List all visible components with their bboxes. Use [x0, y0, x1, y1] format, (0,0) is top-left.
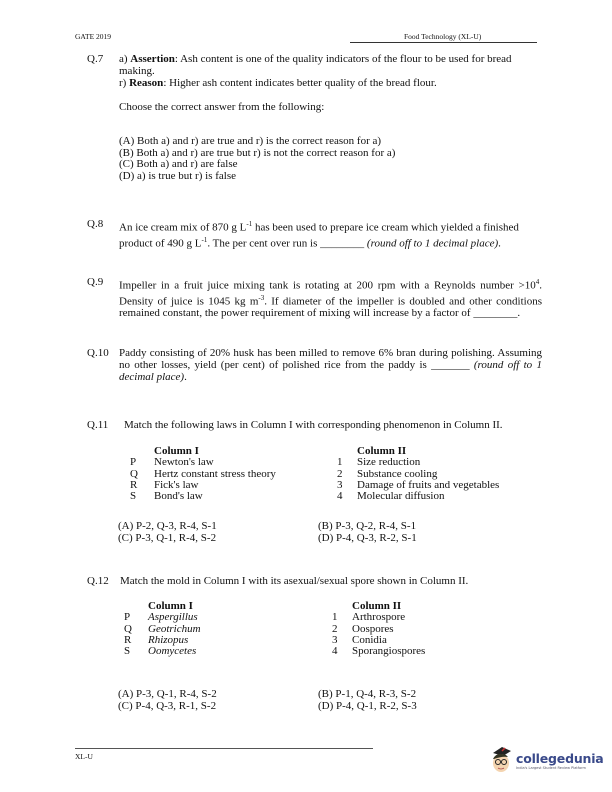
superscript: -3: [258, 293, 265, 302]
question-number: Q.12: [87, 575, 109, 587]
option-b: (B) P-1, Q-4, R-3, S-2: [318, 688, 417, 700]
text-part: Paddy consisting of 20% husk has been milled to remove 6% bran during polishing. Assuming no other losses, yield (per cent) of polished rice from the paddy is _______: [119, 347, 542, 371]
item-label: Q: [124, 622, 132, 635]
option-c: (C) Both a) and r) are false: [119, 158, 238, 170]
option-a: (A) Both a) and r) are true and r) is the correct reason for a): [119, 135, 382, 147]
question-text: Match the following laws in Column I with corresponding phenomenon in Column II.: [124, 419, 503, 431]
column-header: Column II: [352, 600, 402, 612]
question-number: Q.10: [87, 347, 109, 359]
q12-column-2: [332, 601, 425, 657]
column-header: Column I: [148, 600, 193, 612]
q11-column-2: [337, 446, 499, 502]
assertion-prefix: a): [119, 53, 131, 65]
text-part: . If diameter of the impeller is doubled and other conditions remained constant, the power requirement of mixing will increase by a factor of ________.: [119, 295, 542, 320]
item-text: Conidia: [352, 633, 387, 646]
option-a: (A) P-2, Q-3, R-4, S-1: [118, 520, 217, 532]
item-label: Q: [130, 467, 138, 480]
option-c: (C) P-4, Q-3, R-1, S-2: [118, 699, 217, 712]
item-text: Damage of fruits and vegetables: [357, 478, 500, 491]
option-a: (A) P-3, Q-1, R-4, S-2: [118, 688, 217, 700]
item-text: Sporangiospores: [352, 645, 426, 658]
item-text: Fick's law: [154, 478, 199, 491]
option-b: (B) Both a) and r) are true but r) is not the correct reason for a): [119, 146, 396, 159]
option-d: (D) a) is true but r) is false: [119, 169, 236, 182]
item-label: S: [124, 645, 131, 658]
item-text: Newton's law: [154, 456, 214, 469]
superscript: -1: [246, 220, 253, 228]
header-exam-name: GATE 2019: [75, 32, 112, 41]
instruction: Choose the correct answer from the following:: [119, 101, 325, 113]
item-text: Oomycetes: [148, 645, 197, 658]
footer-rule: [75, 748, 373, 749]
mascot-icon: [490, 745, 512, 775]
assertion-label: Assertion: [130, 53, 175, 65]
text-part: . Density of juice is 1045 kg m: [119, 279, 542, 308]
item-label: 2: [332, 622, 338, 635]
item-label: P: [124, 611, 131, 624]
reason-label: Reason: [129, 77, 164, 89]
option-c: (C) P-3, Q-1, R-4, S-2: [118, 531, 217, 544]
q11-options-right: [318, 521, 417, 544]
question-number: Q.9: [87, 276, 104, 288]
question-text: [119, 218, 542, 249]
item-label: 4: [332, 645, 338, 658]
superscript: 4: [535, 278, 540, 286]
text-part: has been used to prepare ice cream which yielded a finished product of 490 g L: [119, 221, 519, 250]
reason: [119, 77, 542, 89]
item-label: R: [124, 633, 132, 646]
superscript: -1: [201, 235, 208, 244]
item-label: 1: [337, 456, 343, 469]
q12-options-right: [318, 689, 417, 712]
column-header: Column II: [357, 445, 407, 457]
collegedunia-logo: [490, 740, 604, 780]
question-number: Q.8: [87, 218, 104, 230]
option-b: (B) P-3, Q-2, R-4, S-1: [318, 520, 417, 532]
item-text: Geotrichum: [148, 622, 201, 635]
option-d: (D) P-4, Q-1, R-2, S-3: [318, 699, 417, 712]
item-label: 3: [337, 478, 343, 491]
item-text: Substance cooling: [357, 467, 438, 480]
item-text: Size reduction: [357, 456, 421, 469]
text-end: .: [498, 237, 501, 250]
brand-tagline: India's Largest Student Review Platform: [516, 765, 586, 770]
header-paper-name: Food Technology (XL-U): [404, 32, 482, 41]
text-end: .: [184, 371, 187, 383]
item-text: Molecular diffusion: [357, 490, 445, 503]
assertion: [119, 53, 542, 77]
q11-column-1: [130, 446, 276, 502]
rounding-note: (round off to 1 decimal place): [119, 359, 542, 383]
item-label: 3: [332, 633, 338, 646]
item-label: 4: [337, 490, 343, 503]
item-text: Arthrospore: [352, 611, 406, 624]
item-text: Bond's law: [154, 490, 203, 503]
column-header: Column I: [154, 445, 199, 457]
question-number: Q.11: [87, 419, 109, 431]
reason-prefix: r): [119, 77, 130, 89]
assertion-text: : Ash content is one of the quality indicators of the flour to be used for bread making.: [119, 53, 512, 77]
footer-paper-code: XL-U: [75, 752, 93, 761]
item-label: P: [130, 456, 137, 469]
q12-column-1: [124, 601, 201, 657]
option-d: (D) P-4, Q-3, R-2, S-1: [318, 531, 417, 544]
question-text: [119, 347, 542, 383]
text-part: Impeller in a fruit juice mixing tank is rotating at 200 rpm with a Reynolds number >10: [119, 279, 536, 292]
options-list: [119, 136, 542, 182]
reason-text: : Higher ash content indicates better quality of the bread flour.: [163, 77, 437, 89]
brand-name: collegedunia: [516, 750, 604, 766]
rounding-note: (round off to 1 decimal place): [366, 237, 499, 250]
text-part: An ice cream mix of 870 g L: [119, 221, 247, 234]
item-text: Rhizopus: [148, 633, 189, 646]
question-text: [119, 276, 542, 319]
item-label: S: [130, 490, 137, 503]
header-rule: [350, 42, 537, 43]
item-text: Hertz constant stress theory: [154, 467, 276, 480]
question-text: Match the mold in Column I with its asexual/sexual spore shown in Column II.: [120, 575, 469, 587]
q12-options-left: [118, 689, 217, 712]
text-part: . The per cent over run is ________: [207, 237, 367, 250]
q11-options-left: [118, 521, 217, 544]
question-number: Q.7: [87, 53, 104, 65]
item-label: 2: [337, 467, 343, 480]
item-label: 1: [332, 611, 338, 624]
item-text: Oospores: [352, 622, 394, 635]
item-label: R: [130, 478, 138, 491]
item-text: Aspergillus: [148, 611, 198, 624]
